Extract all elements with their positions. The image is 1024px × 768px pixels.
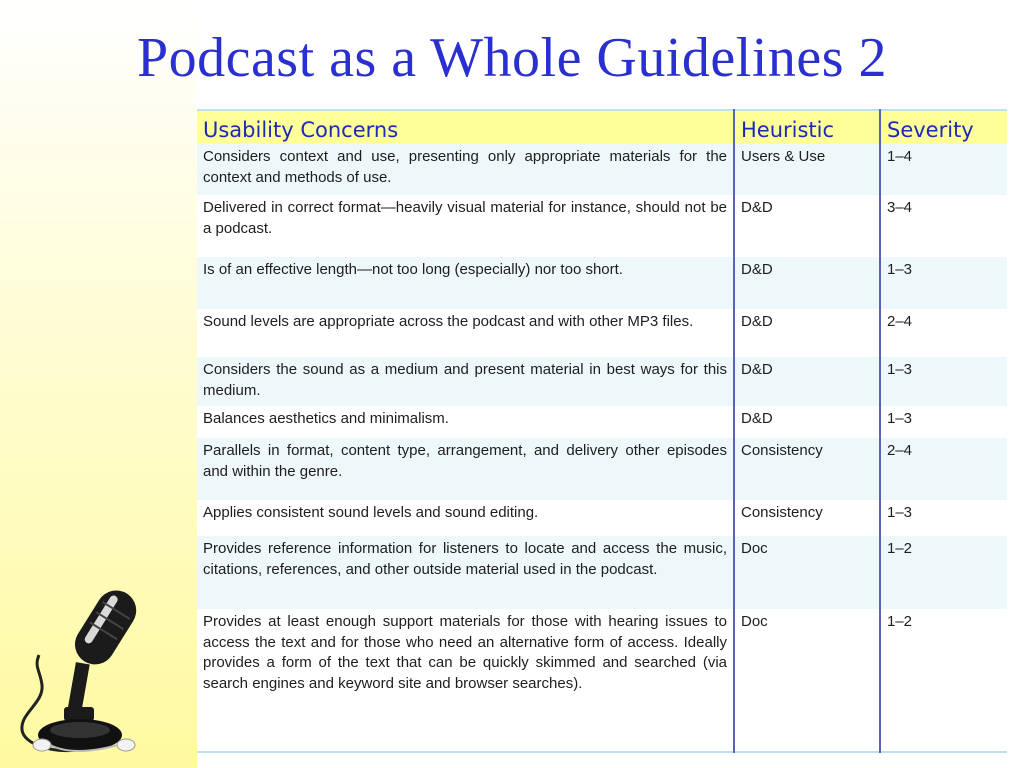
table-row [197, 309, 1007, 357]
header-usability-concerns: Usability Concerns [197, 110, 734, 144]
concern-cell: Provides reference information for listeners to locate and access the music, citations, references, and other outside material used in the podcast. [197, 536, 734, 609]
slide-title: Podcast as a Whole Guidelines 2 [136, 27, 888, 89]
table-row [197, 406, 1007, 438]
table-header-row [197, 110, 1007, 144]
heuristic-cell: D&D [734, 195, 880, 257]
severity-cell: 2–4 [880, 309, 1007, 357]
table-row [197, 500, 1007, 536]
table-row [197, 536, 1007, 609]
heuristic-cell: Doc [734, 609, 880, 752]
table-row [197, 257, 1007, 309]
severity-cell: 1–4 [880, 144, 1007, 195]
table-row [197, 144, 1007, 195]
usability-table [197, 109, 1007, 753]
severity-cell: 1–3 [880, 500, 1007, 536]
table-row [197, 195, 1007, 257]
severity-cell: 2–4 [880, 438, 1007, 500]
concern-cell: Balances aesthetics and minimalism. [197, 406, 734, 438]
severity-cell: 1–3 [880, 406, 1007, 438]
table-row [197, 609, 1007, 752]
severity-cell: 1–3 [880, 357, 1007, 406]
severity-cell: 1–2 [880, 536, 1007, 609]
table-row [197, 357, 1007, 406]
heuristic-cell: Consistency [734, 438, 880, 500]
severity-cell: 1–2 [880, 609, 1007, 752]
microphone-with-earbuds-icon [14, 585, 154, 760]
heuristic-cell: Users & Use [734, 144, 880, 195]
concern-cell: Considers context and use, presenting only appropriate materials for the context and methods of use. [197, 144, 734, 195]
heuristic-cell: D&D [734, 257, 880, 309]
concern-cell: Is of an effective length—not too long (especially) nor too short. [197, 257, 734, 309]
heuristic-cell: Doc [734, 536, 880, 609]
concern-cell: Parallels in format, content type, arrangement, and delivery other episodes and within the genre. [197, 438, 734, 500]
heuristic-cell: D&D [734, 309, 880, 357]
concern-cell: Provides at least enough support materials for those with hearing issues to access the text and for those who need an alternative form of access. Ideally provides a form of the text that can be quickly skimmed and searched (via search engines and keyword site and browser searches). [197, 609, 734, 752]
concern-cell: Sound levels are appropriate across the podcast and with other MP3 files. [197, 309, 734, 357]
heuristic-cell: D&D [734, 406, 880, 438]
severity-cell: 1–3 [880, 257, 1007, 309]
table-row [197, 438, 1007, 500]
concern-cell: Considers the sound as a medium and present material in best ways for this medium. [197, 357, 734, 406]
concern-cell: Delivered in correct format—heavily visual material for instance, should not be a podcast. [197, 195, 734, 257]
concern-cell: Applies consistent sound levels and sound editing. [197, 500, 734, 536]
header-severity: Severity [880, 110, 1007, 144]
heuristic-cell: Consistency [734, 500, 880, 536]
severity-cell: 3–4 [880, 195, 1007, 257]
heuristic-cell: D&D [734, 357, 880, 406]
header-heuristic: Heuristic [734, 110, 880, 144]
